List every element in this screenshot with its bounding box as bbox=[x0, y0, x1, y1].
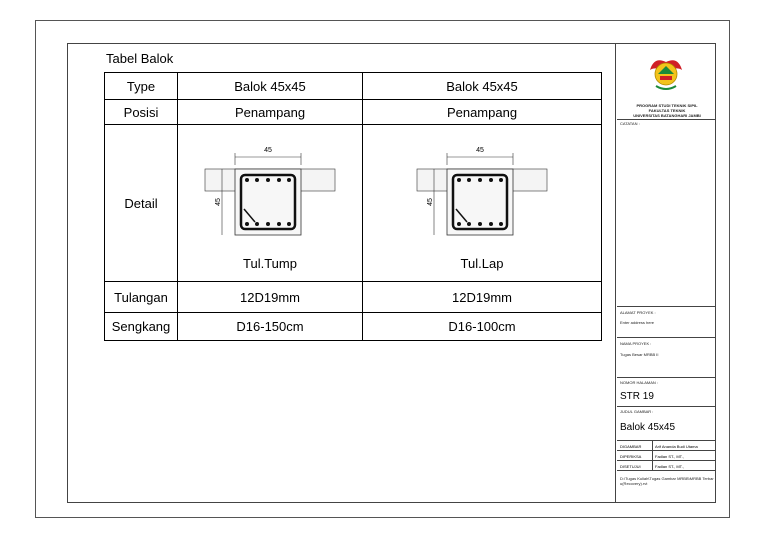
dim-side-label-2: 45 bbox=[427, 198, 434, 206]
approved-by-label: DISETUJUI bbox=[620, 464, 641, 469]
drawn-by-value: Arif Ananda Budi Utama bbox=[655, 444, 698, 449]
checked-by-row bbox=[617, 450, 716, 460]
tulangan-cell-1: 12D19mm bbox=[178, 282, 363, 313]
signature-divider bbox=[652, 440, 653, 470]
drawing-title-value: Balok 45x45 bbox=[620, 422, 676, 433]
detail-cell-1 bbox=[178, 125, 363, 282]
project-address-label: ALAMAT PROYEK : bbox=[620, 310, 656, 315]
type-cell-1: Balok 45x45 bbox=[178, 73, 363, 100]
posisi-cell-2: Penampang bbox=[363, 100, 602, 125]
notes-label: CATATAN : bbox=[620, 121, 640, 126]
detail-cell-2 bbox=[363, 125, 602, 282]
page-number-label: NOMOR HALAMAN : bbox=[620, 380, 659, 385]
organization-name: PROGRAM STUDI TEKNIK SIPIL FAKULTAS TEKNIK UNIVERSITAS BATANGHARI JAMBI bbox=[633, 103, 701, 118]
row-label-detail: Detail bbox=[105, 125, 178, 282]
beam-section-drawing-1 bbox=[200, 139, 340, 249]
checked-by-label: DIPERIKSA bbox=[620, 454, 642, 459]
sengkang-cell-1: D16-150cm bbox=[178, 313, 363, 341]
project-name-label: NAMA PROYEK : bbox=[620, 341, 652, 346]
tulangan-cell-2: 12D19mm bbox=[363, 282, 602, 313]
project-name-value: Tugas Besar MRBB II bbox=[620, 352, 659, 357]
notes-box bbox=[617, 119, 716, 306]
file-path: D:\Tugas Kuliah\Tugas Gambar MRBB\MRBB Terbaru(Recovery).rvt bbox=[620, 476, 714, 486]
row-label-sengkang: Sengkang bbox=[105, 313, 178, 341]
file-path-box bbox=[617, 470, 716, 503]
beam-table bbox=[104, 72, 602, 341]
drawing-title-box bbox=[617, 406, 716, 440]
detail-caption-2: Tul.Lap bbox=[460, 256, 504, 271]
sengkang-cell-2: D16-100cm bbox=[363, 313, 602, 341]
detail-caption-1: Tul.Tump bbox=[243, 256, 297, 271]
drawn-by-label: DIGAMBAR bbox=[620, 444, 642, 449]
row-label-type: Type bbox=[105, 73, 178, 100]
row-label-tulangan: Tulangan bbox=[105, 282, 178, 313]
table-title: Tabel Balok bbox=[106, 51, 174, 66]
approved-by-row bbox=[617, 460, 716, 470]
dim-top-label-1: 45 bbox=[264, 147, 272, 154]
project-address-box bbox=[617, 306, 716, 337]
checked-by-value: Fadlan ST., MT., bbox=[655, 454, 684, 459]
drawn-by-row bbox=[617, 440, 716, 450]
page-number-box bbox=[617, 377, 716, 406]
project-name-box bbox=[617, 337, 716, 377]
project-address-value: Enter address here bbox=[620, 320, 655, 325]
posisi-cell-1: Penampang bbox=[178, 100, 363, 125]
dim-top-label-2: 45 bbox=[476, 147, 484, 154]
approved-by-value: Fadlan ST., MT., bbox=[655, 464, 684, 469]
drawing-title-label: JUDUL GAMBAR : bbox=[620, 409, 654, 414]
university-logo bbox=[646, 52, 686, 92]
dim-side-label-1: 45 bbox=[215, 198, 222, 206]
row-label-posisi: Posisi bbox=[105, 100, 178, 125]
beam-section-drawing-2 bbox=[412, 139, 552, 249]
page-number-value: STR 19 bbox=[620, 391, 654, 402]
type-cell-2: Balok 45x45 bbox=[363, 73, 602, 100]
